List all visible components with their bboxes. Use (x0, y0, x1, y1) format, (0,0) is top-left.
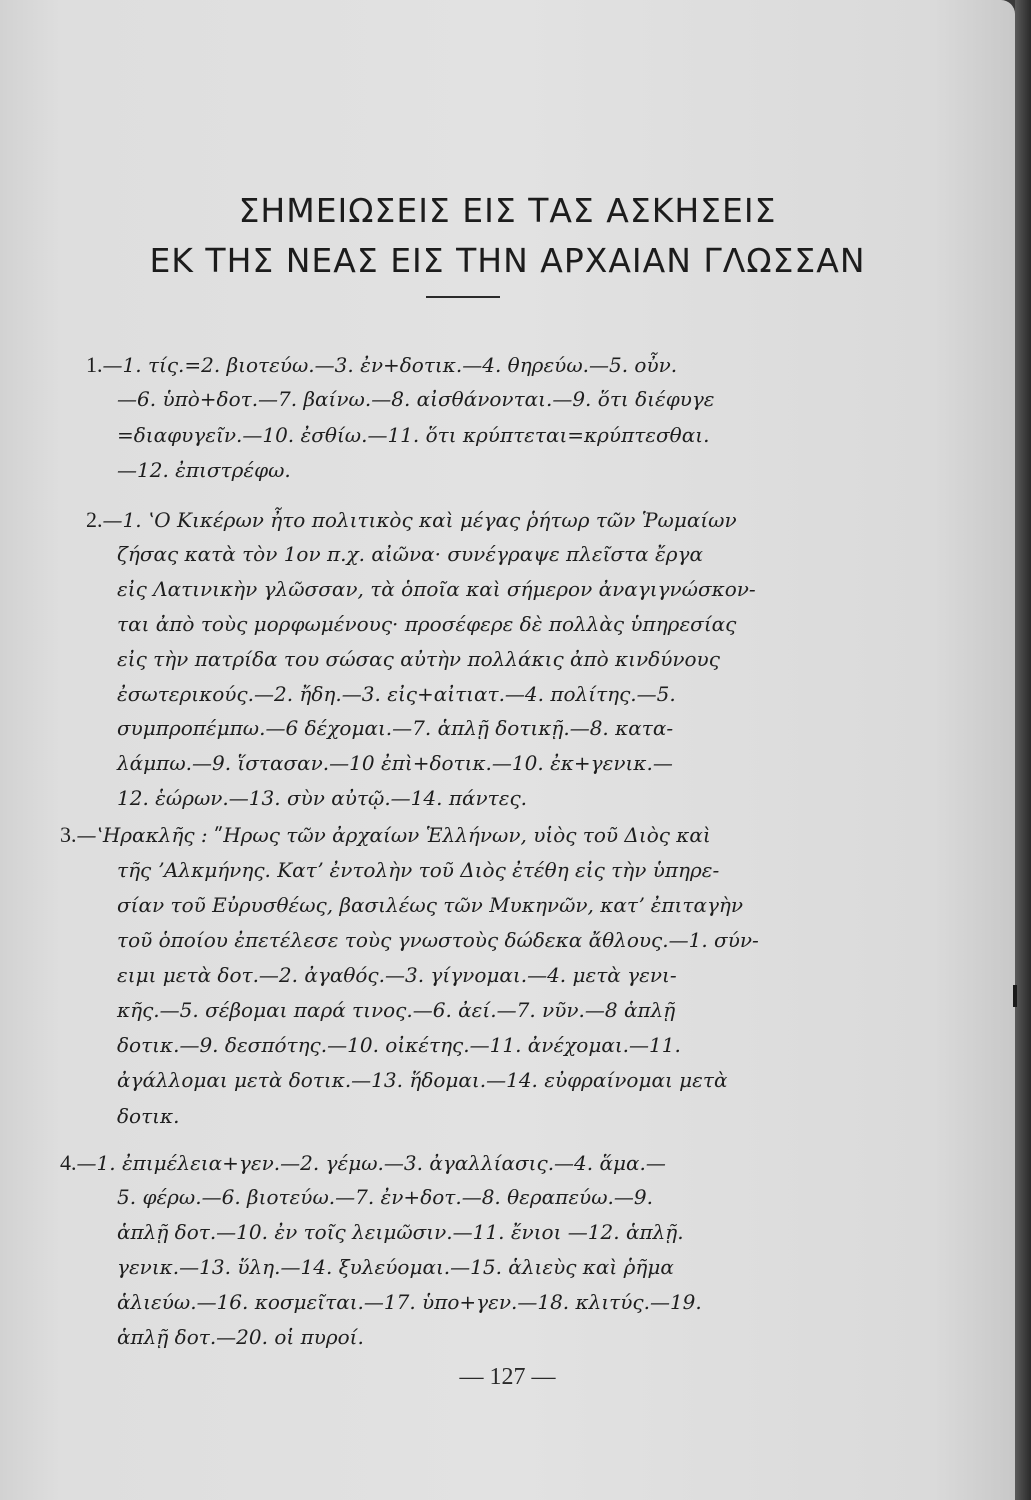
section-4-line-2: 5. φέρω.—6. βιοτεύω.—7. ἐν+δοτ.—8. θεραπεύω.—9. (117, 1185, 653, 1209)
title-line-2: ΕΚ ΤΗΣ ΝΕΑΣ ΕΙΣ ΤΗΝ ΑΡΧΑΙΑΝ ΓΛΩΣΣΑΝ (149, 241, 866, 280)
section-1-text-1: —1. τίς.=2. βιοτεύω.—3. ἐν+δοτικ.—4. θηρεύω.—5. οὖν. (102, 353, 678, 377)
section-1-line-2: —6. ὑπὸ+δοτ.—7. βαίνω.—8. αἰσθάνονται.—9. ὅτι διέφυγε (117, 387, 715, 411)
section-3-line-9: δοτικ. (117, 1104, 180, 1128)
section-2-line-7: συμπροπέμπω.—6 δέχομαι.—7. ἁπλῇ δοτικῇ.—8. κατα- (117, 716, 674, 740)
section-4-line-1 (60, 1150, 666, 1176)
binding-mark (1013, 985, 1017, 1007)
section-4-line-6: ἁπλῇ δοτ.—20. οἱ πυροί. (117, 1325, 364, 1349)
section-2-line-3: εἰς Λατινικὴν γλῶσσαν, τὰ ὁποῖα καὶ σήμερον ἀναγιγνώσκον- (117, 577, 756, 601)
section-3-line-7: δοτικ.—9. δεσπότης.—10. οἰκέτης.—11. ἀνέχομαι.—11. (117, 1033, 681, 1057)
section-3-line-1 (60, 822, 711, 848)
section-1-number: 1. (86, 352, 103, 377)
section-2-number: 2. (86, 507, 103, 532)
section-4-line-3: ἁπλῇ δοτ.—10. ἐν τοῖς λειμῶσιν.—11. ἔνιοι —12. ἁπλῇ. (117, 1220, 684, 1244)
section-3-line-2: τῆς ʼΑλκμήνης. Κατʼ ἐντολὴν τοῦ Διὸς ἐτέθη εἰς τὴν ὑπηρε- (117, 858, 720, 882)
section-2-line-6: ἐσωτερικούς.—2. ἤδη.—3. εἰς+αἰτιατ.—4. πολίτης.—5. (117, 682, 676, 706)
section-2-line-4: ται ἀπὸ τοὺς μορφωμένους· προσέφερε δὲ πολλὰς ὑπηρεσίας (117, 612, 737, 636)
section-3-line-4: τοῦ ὁποίου ἐπετέλεσε τοὺς γνωστοὺς δώδεκα ἄθλους.—1. σύν- (117, 928, 759, 952)
section-3-line-6: κῆς.—5. σέβομαι παρά τινος.—6. ἀεί.—7. νῦν.—8 ἁπλῇ (117, 998, 676, 1022)
section-3-text-1: —ʽΗρακλῆς : ʺΗρως τῶν ἀρχαίων Ἑλλήνων, υἱὸς τοῦ Διὸς καὶ (76, 823, 711, 847)
title-line-1: ΣΗΜΕΙΩΣΕΙΣ ΕΙΣ ΤΑΣ ΑΣΚΗΣΕΙΣ (238, 191, 777, 230)
section-2-line-5: εἰς τὴν πατρίδα του σώσας αὐτὴν πολλάκις ἀπὸ κινδύνους (117, 647, 720, 671)
section-3-number: 3. (60, 822, 77, 847)
section-2-text-1: —1. ʽΟ Κικέρων ἦτο πολιτικὸς καὶ μέγας ῥήτωρ τῶν Ῥωμαίων (102, 508, 737, 532)
page-number: — 127 — (459, 1364, 556, 1390)
section-3-line-3: σίαν τοῦ Εὐρυσθέως, βασιλέως τῶν Μυκηνῶν, κατʼ ἐπιταγὴν (117, 893, 744, 917)
section-1-line-3: =διαφυγεῖν.—10. ἐσθίω.—11. ὅτι κρύπτεται=κρύπτεσθαι. (117, 423, 710, 447)
section-4-text-1: —1. ἐπιμέλεια+γεν.—2. γέμω.—3. ἀγαλλίασις.—4. ἅμα.— (76, 1151, 666, 1175)
page-edge (1015, 0, 1031, 1500)
section-4-number: 4. (60, 1150, 77, 1175)
section-2-line-9: 12. ἑώρων.—13. σὺν αὐτῷ.—14. πάντες. (117, 786, 527, 810)
section-2-line-2: ζήσας κατὰ τὸν 1ον π.χ. αἰῶνα· συνέγραψε πλεῖστα ἔργα (117, 542, 703, 566)
section-4-line-5: ἁλιεύω.—16. κοσμεῖται.—17. ὑπο+γεν.—18. κλιτύς.—19. (117, 1290, 702, 1314)
section-3-line-8: ἀγάλλομαι μετὰ δοτικ.—13. ἥδομαι.—14. εὐφραίνομαι μετὰ (117, 1068, 728, 1092)
section-2-line-8: λάμπω.—9. ἵστασαν.—10 ἐπὶ+δοτικ.—10. ἐκ+γενικ.— (117, 751, 673, 775)
section-1-line-1 (86, 352, 677, 378)
section-1-line-4: —12. ἐπιστρέφω. (117, 458, 291, 482)
section-4-line-4: γενικ.—13. ὕλη.—14. ξυλεύομαι.—15. ἁλιεὺς καὶ ῥῆμα (117, 1255, 674, 1279)
section-2-line-1 (86, 507, 737, 533)
section-3-line-5: ειμι μετὰ δοτ.—2. ἀγαθός.—3. γίγνομαι.—4. μετὰ γενι- (117, 963, 677, 987)
